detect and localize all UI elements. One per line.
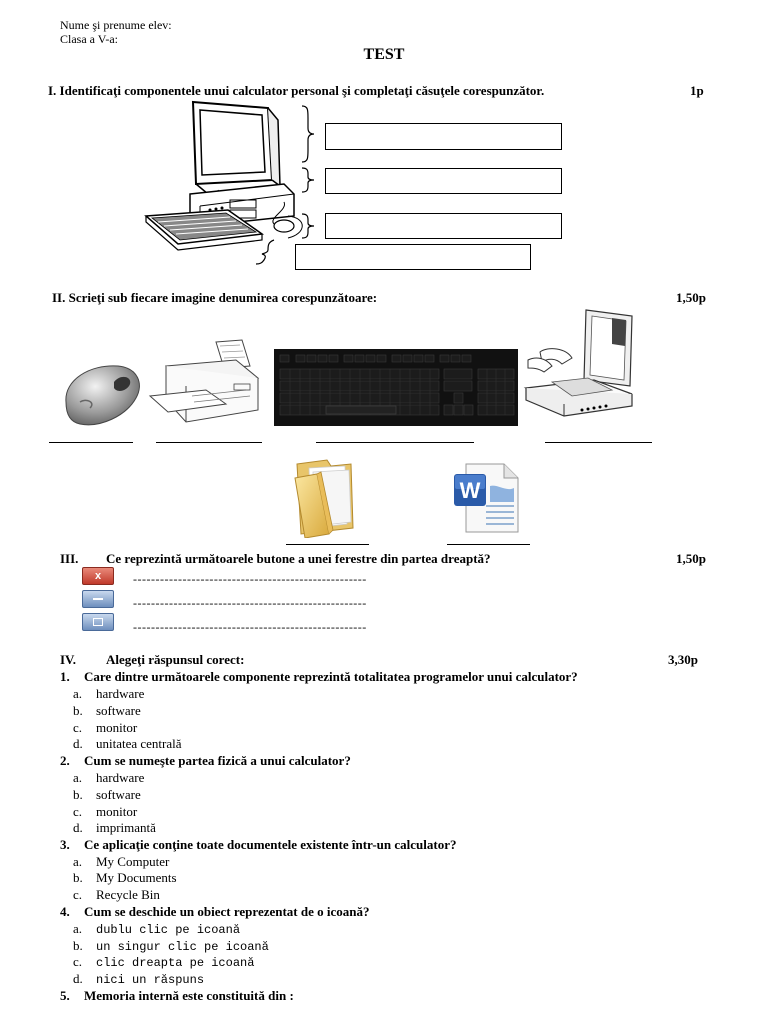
svg-text:W: W [459,478,481,503]
option-letter: a. [73,770,83,785]
question-text: Cum se numeşte partea fizică a unui calculator? [84,753,351,768]
section3-points: 1,50p [676,551,706,566]
page-title: TEST [363,46,405,63]
answer-box-mouse[interactable] [325,213,562,239]
option-3c[interactable] [73,887,160,903]
brace-unit [298,166,318,194]
option-letter: a. [73,921,83,936]
option-letter: c. [73,954,83,969]
question-number: 1. [60,669,70,684]
answer-line-folder[interactable] [286,544,369,545]
option-letter: a. [73,686,83,701]
minimize-window-button-icon [82,590,114,608]
brace-mouse [298,212,318,240]
section1-points: 1p [690,83,704,98]
question-number: 5. [60,988,70,1003]
option-letter: b. [73,938,83,953]
section1-heading: I. Identificaţi componentele unui calculator personal şi completaţi căsuţele corespunzător. [48,83,545,98]
maximize-window-button-icon [82,613,114,631]
option-text: hardware [96,770,145,785]
option-3b[interactable] [73,870,177,886]
answer-box-keyboard[interactable] [295,244,531,270]
option-letter: b. [73,870,83,885]
question-number: 4. [60,904,70,919]
scanner-image [522,306,636,426]
question-2 [60,753,351,769]
brace-keyboard [254,238,278,266]
section3-heading: Ce reprezintă următoarele butone a unei ferestre din partea dreaptă? [106,551,491,566]
answer-box-system-unit[interactable] [325,168,562,194]
question-4 [60,904,370,920]
section3-number: III. [60,551,79,566]
question-3 [60,837,456,853]
option-text: My Documents [96,870,177,885]
option-text: dublu clic pe icoană [96,923,241,937]
option-2b[interactable] [73,787,141,803]
option-letter: c. [73,720,83,735]
option-letter: c. [73,887,83,902]
option-text: monitor [96,804,138,819]
student-name-label: Nume şi prenume elev: [60,18,172,32]
option-2a[interactable] [73,770,144,786]
option-3a[interactable] [73,854,169,870]
section4-points: 3,30p [668,652,698,667]
option-1b[interactable] [73,703,141,719]
option-text: hardware [96,686,145,701]
option-letter: b. [73,787,83,802]
option-letter: d. [73,820,83,835]
question-text: Ce aplicaţie conţine toate documentele existente într-un calculator? [84,837,457,852]
question-text: Cum se deschide un obiect reprezentat de o icoană? [84,904,370,919]
answer-line-printer[interactable] [156,442,262,443]
mouse-image [60,358,144,430]
close-window-button-icon: x [82,567,114,585]
option-text: monitor [96,720,138,735]
option-letter: c. [73,804,83,819]
option-letter: a. [73,854,83,869]
option-letter: d. [73,971,83,986]
question-number: 3. [60,837,70,852]
answer-line-close-button[interactable]: ---------------------------------------------------- [133,572,367,586]
option-1a[interactable] [73,686,144,702]
option-text: software [96,787,141,802]
option-2d[interactable] [73,820,156,836]
answer-line-mouse[interactable] [49,442,133,443]
section4-number: IV. [60,652,77,667]
option-text: un singur clic pe icoană [96,940,269,954]
class-label: Clasa a V-a: [60,32,118,46]
answer-line-word[interactable] [447,544,530,545]
option-text: nici un răspuns [96,973,205,987]
option-text: imprimantă [96,820,156,835]
option-text: unitatea centrală [96,736,182,751]
answer-line-minimize-button[interactable]: ---------------------------------------------------- [133,596,367,610]
printer-image [146,338,264,430]
option-text: Recycle Bin [96,887,160,902]
option-4a[interactable] [73,921,240,937]
option-text: clic dreapta pe icoană [96,956,255,970]
option-2c[interactable] [73,804,137,820]
question-5 [60,988,294,1004]
section4-heading: Alegeţi răspunsul corect: [106,652,245,667]
question-text: Memoria internă este constituită din : [84,988,294,1003]
computer-illustration [138,98,318,268]
section2-heading: II. Scrieţi sub fiecare imagine denumirea corespunzătoare: [52,290,378,305]
option-4b[interactable] [73,938,269,954]
section2-points: 1,50p [676,290,706,305]
keyboard-image [274,349,518,426]
option-text: software [96,703,141,718]
option-letter: b. [73,703,83,718]
option-4d[interactable] [73,971,204,987]
question-1 [60,669,578,685]
answer-box-monitor[interactable] [325,123,562,150]
answer-line-maximize-button[interactable]: ---------------------------------------------------- [133,620,367,634]
answer-line-scanner[interactable] [545,442,652,443]
option-text: My Computer [96,854,170,869]
word-document-icon [452,462,522,534]
option-1c[interactable] [73,720,137,736]
brace-monitor [298,104,318,164]
answer-line-keyboard[interactable] [316,442,474,443]
option-1d[interactable] [73,736,182,752]
question-number: 2. [60,753,70,768]
question-text: Care dintre următoarele componente reprezintă totalitatea programelor unui calculator? [84,669,578,684]
option-letter: d. [73,736,83,751]
folder-icon [287,458,365,538]
option-4c[interactable] [73,954,254,970]
